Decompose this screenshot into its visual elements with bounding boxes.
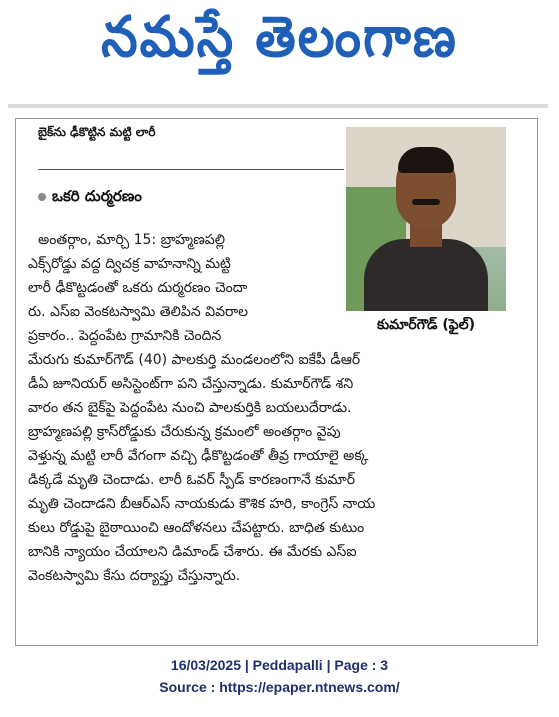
masthead: [0, 0, 559, 88]
bullet-icon: [38, 193, 46, 201]
article-line: బానికి న్యాయం చేయాలని డిమాండ్ చేశారు. ఈ మేరకు ఎస్‌ఐ: [28, 544, 357, 560]
article-line: మేరుగు కుమార్‌గౌడ్ (40) పాలకుర్తి మండలంలోని ఐకేపీ డీఆర్: [28, 352, 361, 368]
article-line: వారం తన బైక్‌పై పెద్దంపేట నుంచి పాలకుర్తికి బయలుదేరాడు.: [28, 400, 352, 416]
newspaper-logo: నమస్తే తెలంగాణ: [101, 4, 458, 70]
article-line: అంతర్గాం, మార్చి 15: బ్రాహ్మణపల్లి: [38, 232, 225, 248]
article-line: డీఏ జూనియర్ అసిస్టెంట్‌గా పని చేస్తున్నాడు. కుమార్‌గౌడ్ శని: [28, 376, 354, 392]
article-line: మృతి చెందాడని బీఆర్‌ఎస్ నాయకుడు కౌశిక హరి, కాంగ్రెస్ నాయ: [28, 496, 376, 512]
article-line: కులు రోడ్డుపై బైఠాయించి ఆందోళనలు చేపట్టారు. బాధిత కుటుం: [28, 520, 365, 536]
article-line: డిక్కడే మృతి చెందాడు. లారీ ఓవర్ స్పీడ్ కారణంగానే కుమార్: [28, 472, 355, 488]
article-line: బ్రాహ్మణపల్లి క్రాస్‌రోడ్డుకు చేరుకున్న క్రమంలో అంతర్గాం వైపు: [28, 424, 341, 440]
article-subhead: [38, 187, 142, 209]
article-line: లారీ ఢీకొట్టడంతో ఒకరు దుర్మరణం చెందా: [28, 280, 248, 296]
headline-divider: [38, 169, 344, 170]
person-photo: [346, 127, 506, 311]
article-line: వెంకటస్వామి కేసు దర్యాప్తు చేస్తున్నారు.: [28, 568, 241, 584]
article-clipping: [15, 118, 538, 646]
dateline: 16/03/2025 | Peddapalli | Page : 3: [170, 657, 389, 673]
article-line: వెళ్తున్న మట్టి లారీ వేగంగా వచ్చి ఢీకొట్టడంతో తీవ్ర గాయాలై అక్క: [28, 448, 369, 464]
article-line: ఎక్స్‌రోడ్డు వద్ద ద్విచక్ర వాహనాన్ని మట్టి: [28, 256, 231, 272]
subhead-text: ఒకరి దుర్మరణం: [52, 187, 142, 205]
photo-caption: కుమార్‌గౌడ్ (ఫైల్): [376, 317, 476, 333]
source-link[interactable]: Source : https://epaper.ntnews.com/: [159, 679, 400, 695]
article-headline: బైక్‌ను ఢీకొట్టిన మట్టి లారీ: [38, 125, 156, 139]
article-line: రు. ఎస్‌ఐ వెంకటస్వామి తెలిపిన వివరాల: [28, 304, 249, 320]
masthead-rule: [8, 104, 548, 108]
article-line: ప్రకారం.. పెద్దంపేట గ్రామానికి చెందిన: [28, 328, 222, 344]
